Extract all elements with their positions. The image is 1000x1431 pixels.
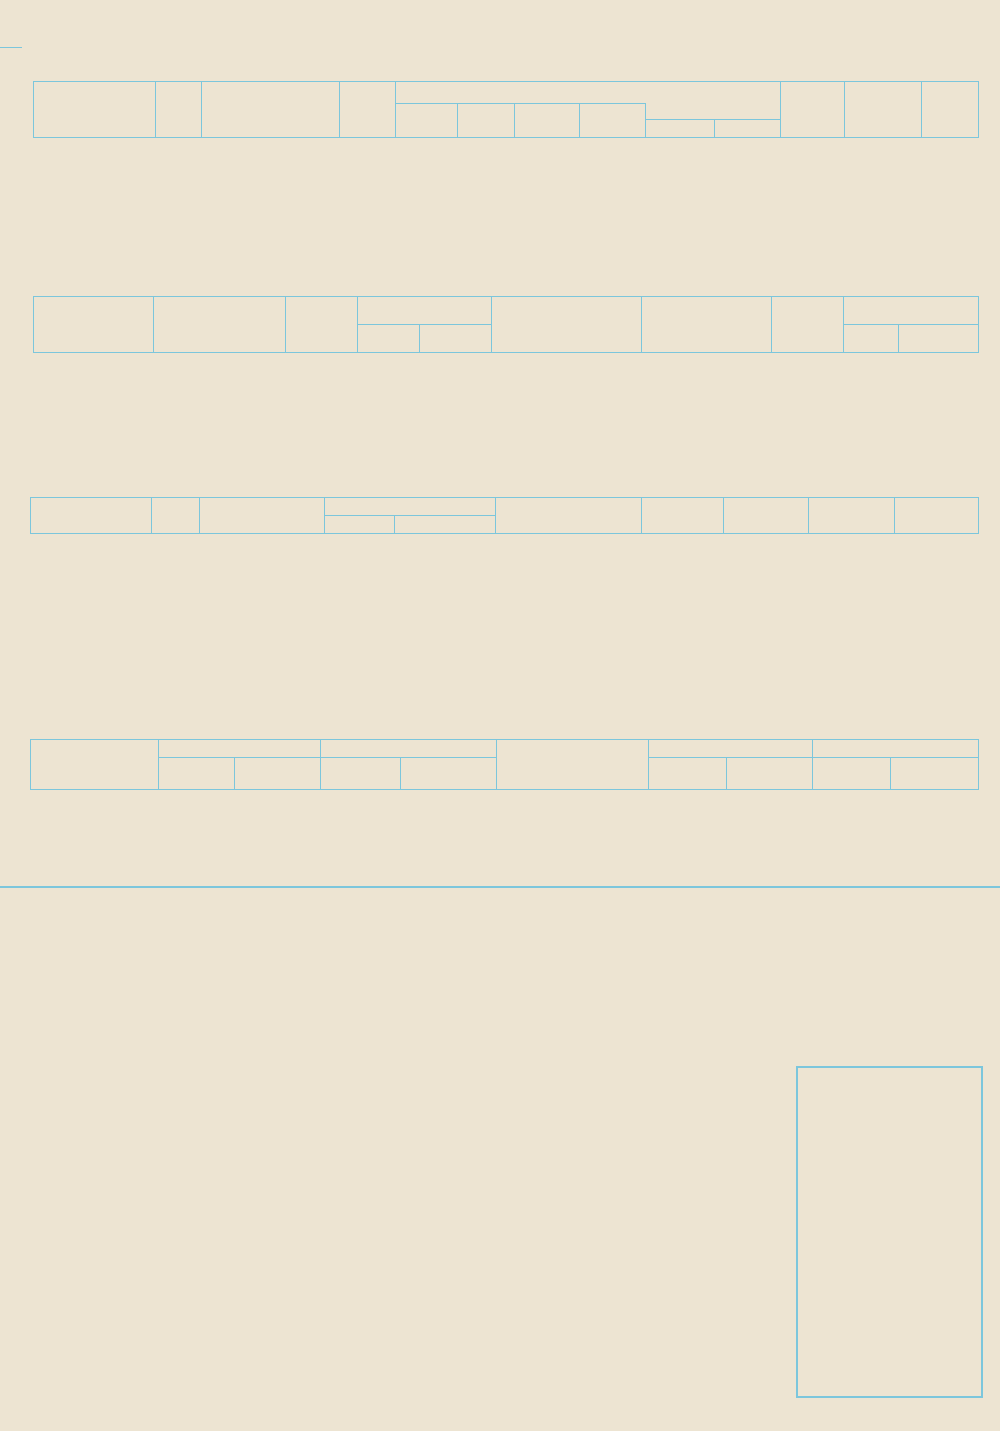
col-mm: [200, 498, 325, 534]
col-untergang: [891, 758, 979, 790]
col-schnee: [922, 82, 979, 138]
col-wind: [286, 297, 358, 353]
col-station-2: [492, 297, 642, 353]
col-niederschlag: [845, 82, 922, 138]
astro-table: [30, 739, 979, 790]
col-10cm: [642, 498, 724, 534]
col-mb: [395, 516, 496, 534]
col-wetter: [154, 297, 286, 353]
col-tiefst-boden: [715, 120, 781, 138]
col-tiefst-2m: [646, 120, 715, 138]
col-sonne: [781, 82, 845, 138]
col-taupunkt: [458, 104, 515, 138]
col-wetter-2: [642, 297, 772, 353]
col-aufgang: [321, 758, 401, 790]
col-mond: [321, 740, 497, 758]
col-aufgang: [813, 758, 891, 790]
col-wetter: [202, 82, 340, 138]
col-hoehe: [156, 82, 202, 138]
col-umgerechnet: [325, 498, 496, 516]
col-7uhr: [358, 325, 420, 353]
col-temp-2: [844, 297, 979, 325]
col-50cm: [809, 498, 895, 534]
col-aufgang: [649, 758, 727, 790]
margin-mark: [0, 47, 22, 48]
ausland-table: [33, 296, 979, 353]
col-hoechste-2: [899, 325, 979, 353]
col-sonne: [159, 740, 321, 758]
col-sonne-2: [649, 740, 813, 758]
col-aufgang: [159, 758, 235, 790]
col-temp: [358, 297, 492, 325]
erdboden-table: [495, 497, 979, 534]
section-divider: [0, 886, 1000, 888]
sounding-chart: [0, 910, 800, 1400]
col-in2m: [396, 104, 458, 138]
col-mond-2: [813, 740, 979, 758]
col-tiefst-label: [646, 104, 781, 120]
luftdruck-table: [30, 497, 496, 534]
col-station-2: [497, 740, 649, 790]
col-station: [31, 498, 152, 534]
col-100cm: [895, 498, 979, 534]
col-station: [496, 498, 642, 534]
col-untergang: [727, 758, 813, 790]
bemerkungen-box[interactable]: [796, 1066, 983, 1398]
col-7uhr-2: [844, 325, 899, 353]
col-untergang: [401, 758, 497, 790]
col-hoechste: [420, 325, 492, 353]
col-mittel: [580, 104, 646, 138]
col-station: [34, 297, 154, 353]
inland-table: [33, 81, 979, 138]
col-wind-2: [772, 297, 844, 353]
col-temperatur-group: [396, 82, 781, 104]
col-wind: [340, 82, 396, 138]
col-barom: [152, 498, 200, 534]
col-station: [34, 82, 156, 138]
col-hoechste: [515, 104, 580, 138]
col-20cm: [724, 498, 809, 534]
col-mm2: [325, 516, 395, 534]
col-untergang: [235, 758, 321, 790]
col-station: [31, 740, 159, 790]
